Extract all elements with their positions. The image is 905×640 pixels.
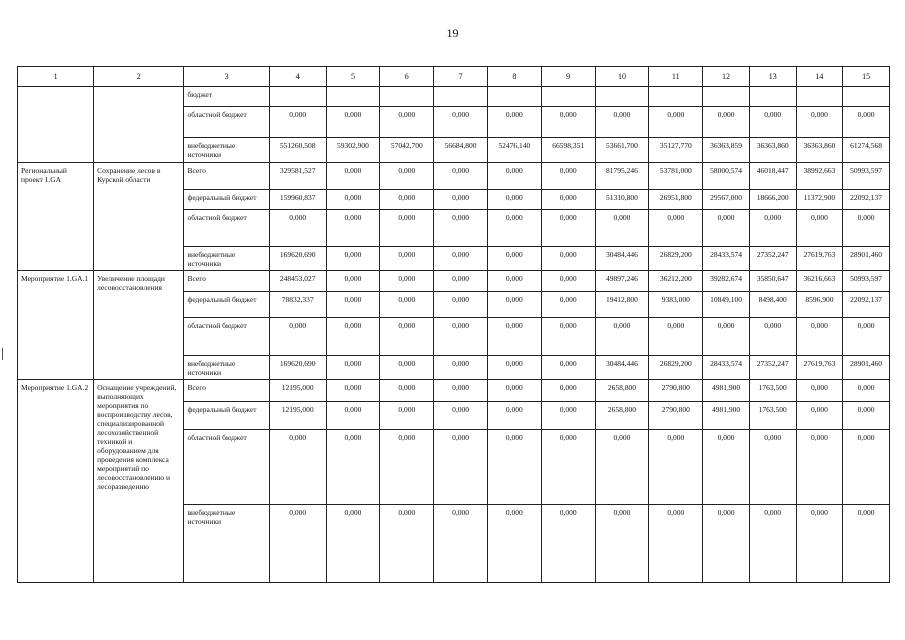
amount-cell: 0,000: [541, 318, 595, 356]
amount-cell: 10849,100: [703, 292, 750, 318]
table-row: [18, 163, 890, 190]
amount-cell: 0,000: [703, 318, 750, 356]
amount-cell: 35850,647: [749, 271, 796, 292]
amount-cell: 0,000: [796, 210, 843, 247]
amount-cell: 0,000: [541, 430, 595, 505]
column-header: 11: [649, 67, 703, 87]
amount-cell: 0,000: [487, 163, 541, 190]
column-header: 13: [749, 67, 796, 87]
funding-source-cell: Всего: [184, 271, 269, 292]
amount-cell: 0,000: [380, 356, 434, 380]
amount-cell: 0,000: [541, 107, 595, 138]
amount-cell: 22092,137: [843, 190, 890, 210]
amount-cell: 51310,800: [595, 190, 649, 210]
amount-cell: 0,000: [595, 107, 649, 138]
amount-cell: 27619,763: [796, 356, 843, 380]
amount-cell: 28433,574: [703, 247, 750, 271]
amount-cell: 26951,800: [649, 190, 703, 210]
amount-cell: 0,000: [269, 107, 326, 138]
amount-cell: 0,000: [796, 505, 843, 583]
table-row: [18, 87, 890, 107]
amount-cell: 0,000: [326, 107, 380, 138]
amount-cell: 0,000: [269, 210, 326, 247]
page-number: 19: [446, 26, 459, 40]
amount-cell: 0,000: [749, 318, 796, 356]
amount-cell: 27352,247: [749, 356, 796, 380]
amount-cell: 61274,568: [843, 138, 890, 163]
amount-cell: 0,000: [380, 190, 434, 210]
amount-cell: 66598,351: [541, 138, 595, 163]
amount-cell: 0,000: [541, 210, 595, 247]
funding-source-cell: областной бюджет: [184, 318, 269, 356]
column-header: 1: [18, 67, 94, 87]
program-name-cell: [94, 87, 184, 163]
amount-cell: 0,000: [326, 380, 380, 402]
funding-source-cell: областной бюджет: [184, 210, 269, 247]
amount-cell: 0,000: [541, 356, 595, 380]
amount-cell: 27619,763: [796, 247, 843, 271]
amount-cell: 53661,700: [595, 138, 649, 163]
program-code-cell: [18, 87, 94, 163]
amount-cell: 0,000: [380, 292, 434, 318]
amount-cell: 0,000: [843, 505, 890, 583]
amount-cell: 2790,800: [649, 402, 703, 430]
funding-source-cell: федеральный бюджет: [184, 190, 269, 210]
amount-cell: 169620,690: [269, 356, 326, 380]
amount-cell: 0,000: [749, 505, 796, 583]
amount-cell: 1763,500: [749, 380, 796, 402]
amount-cell: 0,000: [541, 247, 595, 271]
funding-source-cell: внебюджетные источники: [184, 505, 269, 583]
header-row: [18, 67, 890, 87]
funding-source-cell: внебюджетные источники: [184, 247, 269, 271]
amount-cell: 0,000: [796, 107, 843, 138]
amount-cell: 0,000: [649, 210, 703, 247]
amount-cell: 0,000: [487, 430, 541, 505]
amount-cell: 0,000: [380, 247, 434, 271]
amount-cell: 28901,460: [843, 247, 890, 271]
amount-cell: 36363,860: [749, 138, 796, 163]
amount-cell: 36363,859: [703, 138, 750, 163]
amount-cell: [749, 87, 796, 107]
amount-cell: 0,000: [326, 356, 380, 380]
amount-cell: 28433,574: [703, 356, 750, 380]
amount-cell: 0,000: [843, 430, 890, 505]
amount-cell: 0,000: [487, 247, 541, 271]
amount-cell: [269, 87, 326, 107]
column-header: 4: [269, 67, 326, 87]
amount-cell: 29567,000: [703, 190, 750, 210]
program-code-cell: Региональный проект 1.GA: [18, 163, 94, 271]
amount-cell: 30484,446: [595, 356, 649, 380]
amount-cell: [487, 87, 541, 107]
amount-cell: 0,000: [595, 210, 649, 247]
amount-cell: 12195,000: [269, 380, 326, 402]
amount-cell: 1763,500: [749, 402, 796, 430]
amount-cell: 0,000: [269, 318, 326, 356]
amount-cell: 0,000: [380, 271, 434, 292]
amount-cell: 0,000: [541, 505, 595, 583]
amount-cell: 50993,597: [843, 271, 890, 292]
amount-cell: 0,000: [434, 107, 488, 138]
table-row: [18, 380, 890, 402]
amount-cell: 2790,800: [649, 380, 703, 402]
amount-cell: 0,000: [703, 505, 750, 583]
amount-cell: 58000,574: [703, 163, 750, 190]
amount-cell: 0,000: [380, 210, 434, 247]
amount-cell: 0,000: [434, 505, 488, 583]
amount-cell: 49897,246: [595, 271, 649, 292]
column-header: 10: [595, 67, 649, 87]
program-code-cell: Мероприятие 1.GA.1: [18, 271, 94, 380]
column-header: 6: [380, 67, 434, 87]
amount-cell: 0,000: [434, 318, 488, 356]
amount-cell: 26829,200: [649, 356, 703, 380]
amount-cell: 0,000: [326, 190, 380, 210]
table-body: [18, 67, 890, 583]
amount-cell: 30484,446: [595, 247, 649, 271]
amount-cell: 0,000: [749, 430, 796, 505]
amount-cell: 0,000: [326, 402, 380, 430]
amount-cell: 0,000: [326, 247, 380, 271]
amount-cell: 81795,246: [595, 163, 649, 190]
amount-cell: 551260,508: [269, 138, 326, 163]
amount-cell: 35127,770: [649, 138, 703, 163]
amount-cell: 0,000: [843, 210, 890, 247]
amount-cell: [843, 87, 890, 107]
amount-cell: 18666,200: [749, 190, 796, 210]
amount-cell: 0,000: [434, 430, 488, 505]
amount-cell: 169620,690: [269, 247, 326, 271]
amount-cell: 0,000: [434, 380, 488, 402]
amount-cell: 56684,800: [434, 138, 488, 163]
amount-cell: 39282,674: [703, 271, 750, 292]
amount-cell: 2658,800: [595, 380, 649, 402]
amount-cell: 0,000: [843, 402, 890, 430]
amount-cell: 0,000: [541, 292, 595, 318]
amount-cell: 46018,447: [749, 163, 796, 190]
amount-cell: 0,000: [796, 402, 843, 430]
amount-cell: [326, 87, 380, 107]
amount-cell: 0,000: [541, 402, 595, 430]
funding-source-cell: внебюджетные источники: [184, 138, 269, 163]
amount-cell: 0,000: [487, 380, 541, 402]
amount-cell: 0,000: [843, 318, 890, 356]
amount-cell: 0,000: [649, 318, 703, 356]
amount-cell: 0,000: [380, 402, 434, 430]
amount-cell: 0,000: [703, 107, 750, 138]
amount-cell: 53781,000: [649, 163, 703, 190]
amount-cell: 52476,140: [487, 138, 541, 163]
amount-cell: 0,000: [326, 163, 380, 190]
amount-cell: [649, 87, 703, 107]
budget-table: [17, 66, 890, 583]
amount-cell: 0,000: [326, 210, 380, 247]
column-header: 5: [326, 67, 380, 87]
program-name-cell: Оснащение учреждений, выполняющих мероприятия по воспроизводству лесов, специализированной лесохозяйственной техникой и оборудованием для проведения комплекса мероприятий по лесовосстановлению и лесоразведению: [94, 380, 184, 583]
column-header: 14: [796, 67, 843, 87]
amount-cell: 8596,900: [796, 292, 843, 318]
amount-cell: 0,000: [649, 430, 703, 505]
funding-source-cell: Всего: [184, 380, 269, 402]
amount-cell: 0,000: [380, 107, 434, 138]
amount-cell: 4981,900: [703, 380, 750, 402]
amount-cell: 0,000: [269, 430, 326, 505]
amount-cell: 0,000: [796, 380, 843, 402]
amount-cell: 0,000: [541, 271, 595, 292]
amount-cell: [380, 87, 434, 107]
column-header: 12: [703, 67, 750, 87]
program-code-cell: Мероприятие 1.GA.2: [18, 380, 94, 583]
amount-cell: 0,000: [487, 292, 541, 318]
amount-cell: 38992,663: [796, 163, 843, 190]
funding-source-cell: федеральный бюджет: [184, 292, 269, 318]
amount-cell: 59302,900: [326, 138, 380, 163]
amount-cell: 0,000: [380, 505, 434, 583]
amount-cell: 28901,460: [843, 356, 890, 380]
amount-cell: 0,000: [434, 210, 488, 247]
amount-cell: 0,000: [380, 163, 434, 190]
amount-cell: 0,000: [703, 430, 750, 505]
amount-cell: 0,000: [749, 210, 796, 247]
column-header: 2: [94, 67, 184, 87]
amount-cell: 0,000: [434, 292, 488, 318]
amount-cell: 0,000: [434, 163, 488, 190]
amount-cell: 0,000: [843, 107, 890, 138]
amount-cell: 0,000: [326, 318, 380, 356]
amount-cell: 0,000: [380, 430, 434, 505]
amount-cell: 11372,900: [796, 190, 843, 210]
amount-cell: 22092,137: [843, 292, 890, 318]
amount-cell: 57042,700: [380, 138, 434, 163]
amount-cell: 0,000: [434, 402, 488, 430]
amount-cell: 0,000: [595, 318, 649, 356]
amount-cell: 159960,837: [269, 190, 326, 210]
amount-cell: 0,000: [595, 505, 649, 583]
program-name-cell: Сохранение лесов в Курской области: [94, 163, 184, 271]
amount-cell: 0,000: [487, 318, 541, 356]
amount-cell: 0,000: [541, 380, 595, 402]
amount-cell: 19412,800: [595, 292, 649, 318]
column-header: 7: [434, 67, 488, 87]
amount-cell: 0,000: [649, 107, 703, 138]
amount-cell: 329581,527: [269, 163, 326, 190]
margin-mark: [2, 348, 3, 360]
column-header: 8: [487, 67, 541, 87]
amount-cell: 248453,027: [269, 271, 326, 292]
funding-source-cell: Всего: [184, 163, 269, 190]
amount-cell: 0,000: [649, 505, 703, 583]
amount-cell: 0,000: [487, 190, 541, 210]
amount-cell: 0,000: [487, 210, 541, 247]
amount-cell: 0,000: [326, 505, 380, 583]
table-row: [18, 271, 890, 292]
amount-cell: 0,000: [487, 107, 541, 138]
amount-cell: 0,000: [487, 505, 541, 583]
amount-cell: [703, 87, 750, 107]
amount-cell: 0,000: [541, 163, 595, 190]
funding-source-cell: областной бюджет: [184, 107, 269, 138]
amount-cell: [595, 87, 649, 107]
amount-cell: 36212,200: [649, 271, 703, 292]
amount-cell: 0,000: [269, 505, 326, 583]
amount-cell: 0,000: [487, 271, 541, 292]
program-name-cell: Увеличение площади лесовосстановления: [94, 271, 184, 380]
amount-cell: [434, 87, 488, 107]
amount-cell: 50993,597: [843, 163, 890, 190]
funding-source-cell: внебюджетные источники: [184, 356, 269, 380]
amount-cell: 0,000: [434, 356, 488, 380]
funding-source-cell: бюджет: [184, 87, 269, 107]
amount-cell: [541, 87, 595, 107]
amount-cell: 26829,200: [649, 247, 703, 271]
amount-cell: 0,000: [796, 318, 843, 356]
amount-cell: 36363,860: [796, 138, 843, 163]
amount-cell: 0,000: [380, 318, 434, 356]
amount-cell: 12195,000: [269, 402, 326, 430]
amount-cell: 0,000: [326, 271, 380, 292]
amount-cell: 0,000: [843, 380, 890, 402]
amount-cell: 0,000: [434, 271, 488, 292]
amount-cell: 2658,800: [595, 402, 649, 430]
amount-cell: 0,000: [487, 402, 541, 430]
amount-cell: 8498,400: [749, 292, 796, 318]
amount-cell: 0,000: [326, 292, 380, 318]
amount-cell: 9383,000: [649, 292, 703, 318]
column-header: 3: [184, 67, 269, 87]
amount-cell: 0,000: [796, 430, 843, 505]
amount-cell: 0,000: [434, 190, 488, 210]
amount-cell: [796, 87, 843, 107]
amount-cell: 0,000: [595, 430, 649, 505]
column-header: 15: [843, 67, 890, 87]
column-header: 9: [541, 67, 595, 87]
amount-cell: 4981,900: [703, 402, 750, 430]
amount-cell: 0,000: [703, 210, 750, 247]
amount-cell: 27352,247: [749, 247, 796, 271]
amount-cell: 0,000: [434, 247, 488, 271]
amount-cell: 36216,663: [796, 271, 843, 292]
amount-cell: 0,000: [749, 107, 796, 138]
amount-cell: 0,000: [487, 356, 541, 380]
amount-cell: 78832,337: [269, 292, 326, 318]
funding-source-cell: областной бюджет: [184, 430, 269, 505]
amount-cell: 0,000: [541, 190, 595, 210]
amount-cell: 0,000: [380, 380, 434, 402]
funding-source-cell: федеральный бюджет: [184, 402, 269, 430]
amount-cell: 0,000: [326, 430, 380, 505]
